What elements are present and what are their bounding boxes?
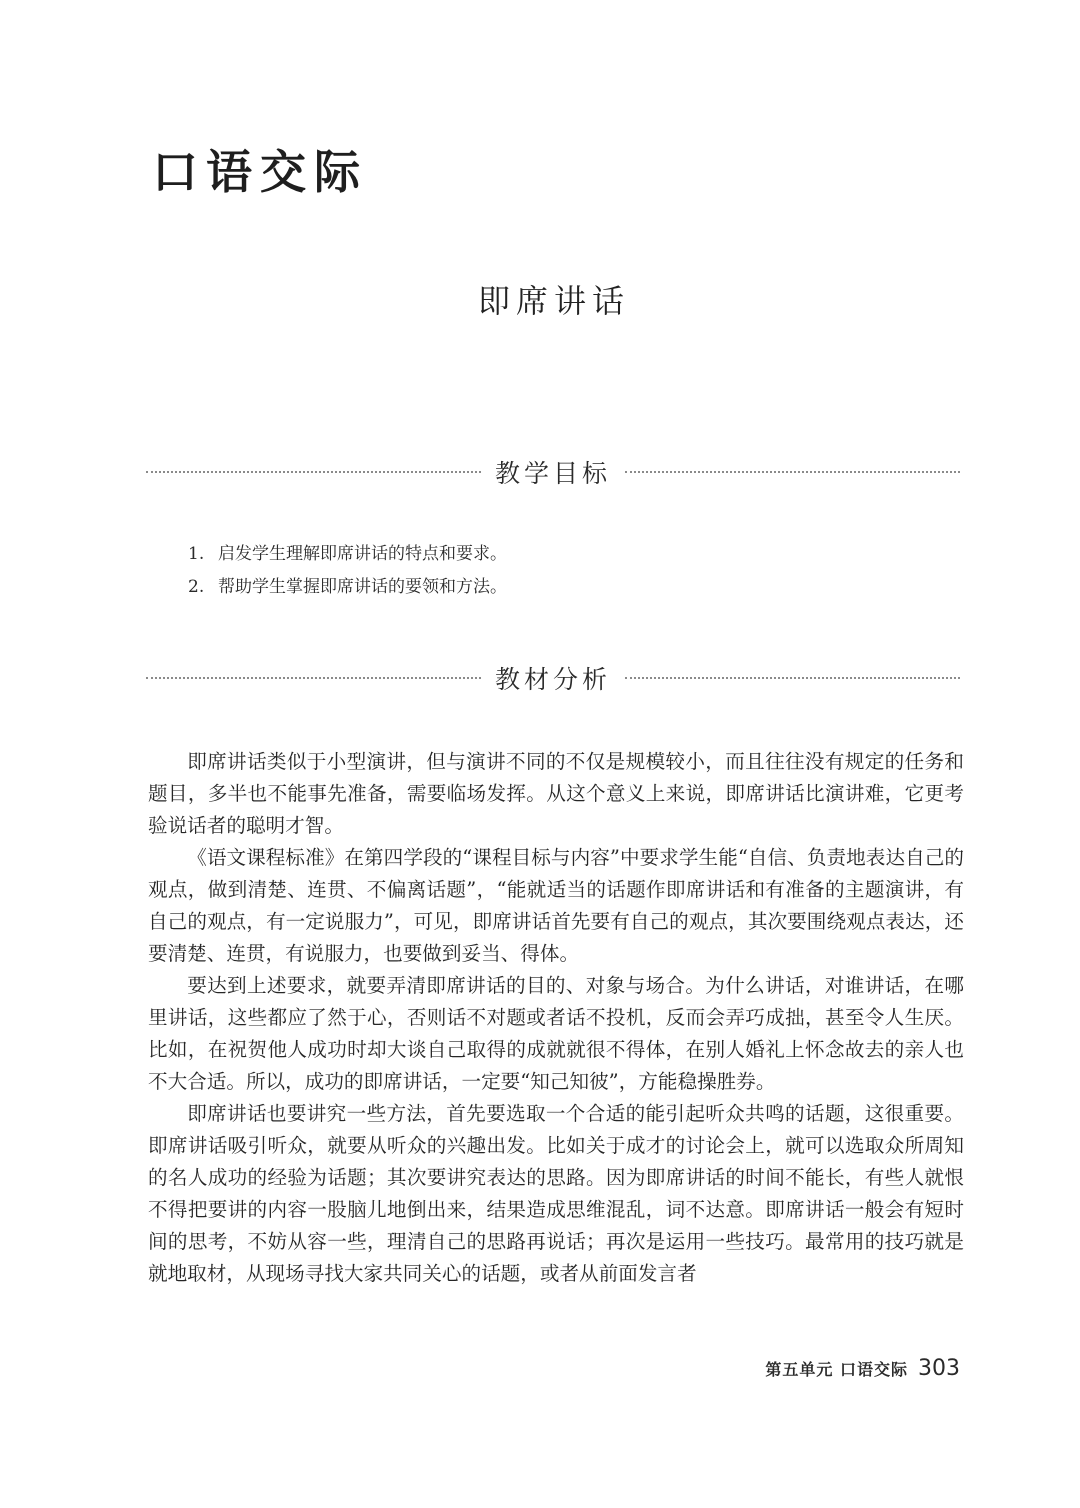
dotted-rule-right — [625, 677, 960, 679]
footer-unit-label: 第五单元 口语交际 — [765, 1360, 908, 1379]
analysis-paragraph: 即席讲话类似于小型演讲，但与演讲不同的不仅是规模较小，而且往往没有规定的任务和题目，多半也不能事先准备，需要临场发挥。从这个意义上来说，即席讲话比演讲难，它更考验说话者的聪明才智。 — [148, 750, 964, 837]
goal-number: 1. — [188, 544, 205, 564]
analysis-body — [148, 746, 964, 1290]
goal-item — [188, 538, 507, 571]
analysis-paragraph: 即席讲话也要讲究一些方法，首先要选取一个合适的能引起听众共鸣的话题，这很重要。即席讲话吸引听众，就要从听众的兴趣出发。比如关于成才的讨论会上，就可以选取众所周知的名人成功的经验为话题；其次要讲究表达的思路。因为即席讲话的时间不能长，有些人就恨不得把要讲的内容一股脑儿地倒出来，结果造成思维混乱，词不达意。即席讲话一般会有短时间的思考，不妨从容一些，理清自己的思路再说话；再次是运用一些技巧。最常用的技巧就是就地取材，从现场寻找大家共同关心的话题，或者从前面发言者 — [148, 1102, 964, 1285]
dotted-rule-left — [146, 471, 481, 473]
dotted-rule-left — [146, 677, 481, 679]
page-footer — [765, 1356, 960, 1381]
page-number: 303 — [918, 1356, 960, 1381]
section-header-goals — [146, 452, 960, 492]
dotted-rule-right — [625, 471, 960, 473]
section-title-analysis: 教材分析 — [495, 665, 612, 694]
goal-text: 启发学生理解即席讲话的特点和要求。 — [218, 544, 507, 564]
lesson-title: 即席讲话 — [477, 282, 630, 320]
goal-text: 帮助学生掌握即席讲话的要领和方法。 — [218, 577, 507, 597]
goals-list — [188, 538, 507, 604]
chapter-title: 口语交际 — [152, 145, 368, 199]
analysis-paragraph: 《语文课程标准》在第四学段的“课程目标与内容”中要求学生能“自信、负责地表达自己的观点，做到清楚、连贯、不偏离话题”，“能就适当的话题作即席讲话和有准备的主题演讲，有自己的观点，有一定说服力”，可见，即席讲话首先要有自己的观点，其次要围绕观点表达，还要清楚、连贯，有说服力，也要做到妥当、得体。 — [148, 846, 964, 965]
goal-item — [188, 571, 507, 604]
section-title-goals: 教学目标 — [495, 459, 612, 488]
section-header-analysis — [146, 658, 960, 698]
goal-number: 2. — [188, 577, 205, 597]
analysis-paragraph: 要达到上述要求，就要弄清即席讲话的目的、对象与场合。为什么讲话，对谁讲话，在哪里讲话，这些都应了然于心，否则话不对题或者话不投机，反而会弄巧成拙，甚至令人生厌。比如，在祝贺他人成功时却大谈自己取得的成就就很不得体，在别人婚礼上怀念故去的亲人也不大合适。所以，成功的即席讲话，一定要“知己知彼”，方能稳操胜券。 — [148, 974, 964, 1093]
